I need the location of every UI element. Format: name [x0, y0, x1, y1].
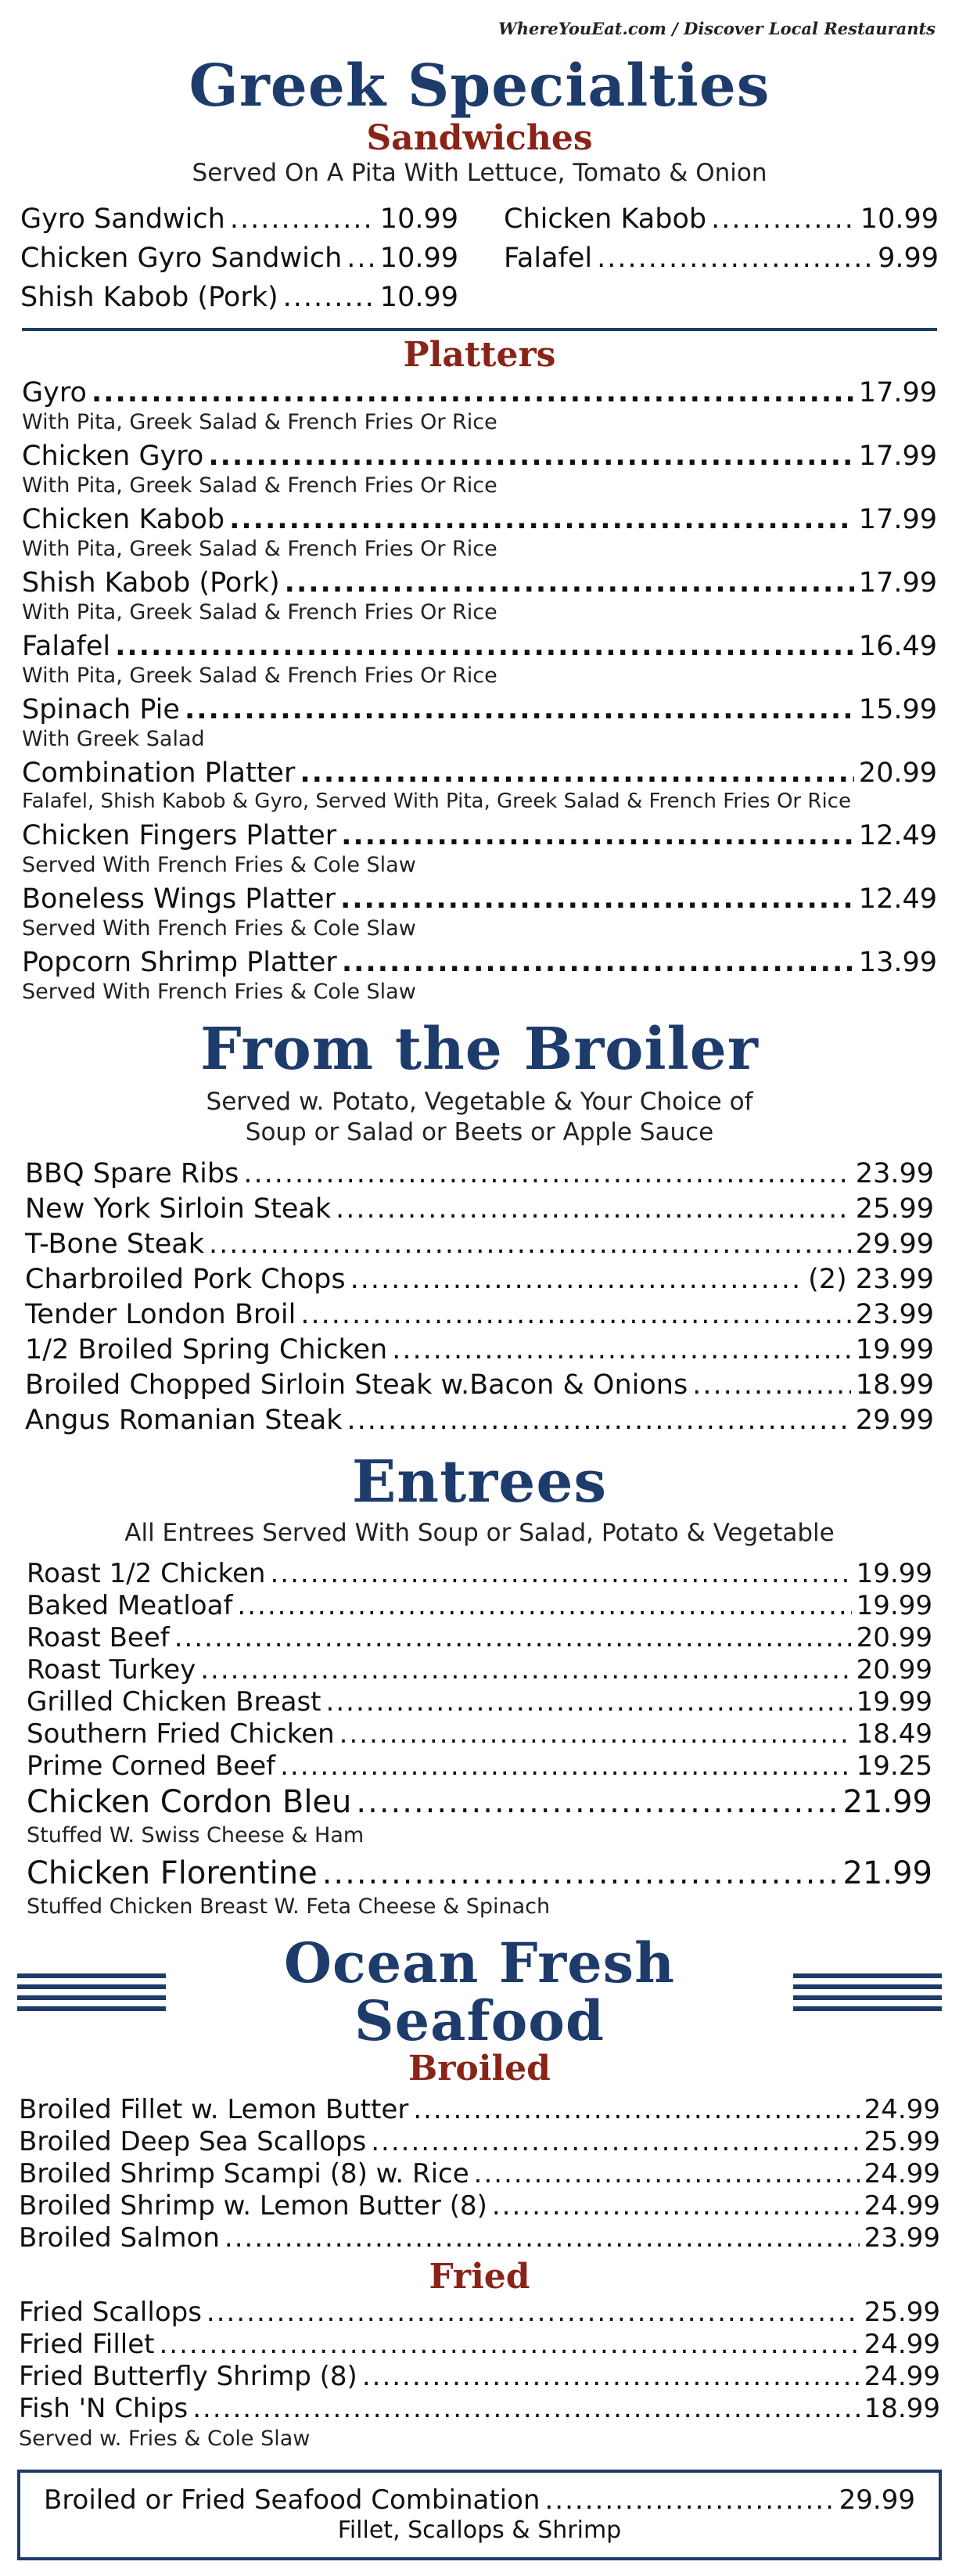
leader-dots — [224, 2222, 860, 2254]
item-name: Chicken Kabob — [504, 203, 707, 236]
item-description: With Pita, Greek Salad & French Fries Or Rice — [22, 664, 497, 688]
leader-dots — [185, 693, 854, 727]
item-description: Served With French Fries & Cole Slaw — [22, 980, 416, 1005]
leader-dots — [339, 1718, 852, 1750]
leader-dots — [230, 200, 375, 239]
leader-dots — [192, 2393, 859, 2425]
item-price: 29.99 — [855, 1405, 934, 1437]
item-name: Fried Butterfly Shrimp (8) — [19, 2361, 357, 2393]
item-price: 23.99 — [855, 1158, 934, 1190]
item-name: Roast Turkey — [27, 1653, 196, 1686]
menu-item — [22, 882, 937, 916]
menu-item — [27, 1558, 932, 1590]
item-price: (2) 23.99 — [808, 1264, 934, 1296]
leader-dots — [285, 566, 854, 600]
item-price: 9.99 — [878, 243, 939, 275]
sandwiches-note: Served On A Pita With Lettuce, Tomato & Onion — [192, 159, 767, 188]
seafood-title: Ocean Fresh Seafood — [284, 1930, 675, 2053]
item-description: Stuffed Chicken Breast W. Feta Cheese & Spinach — [27, 1894, 551, 1919]
combo-box — [17, 2470, 942, 2560]
item-name: T-Bone Steak — [25, 1229, 205, 1261]
item-name: Broiled Deep Sea Scallops — [19, 2125, 367, 2157]
item-price: 10.99 — [379, 282, 458, 314]
seafood-header — [17, 1930, 942, 2053]
leader-dots — [300, 756, 853, 790]
menu-item — [19, 2126, 940, 2158]
leader-dots — [200, 1654, 851, 1686]
broiler-section — [17, 1016, 942, 1438]
leader-dots — [492, 2190, 860, 2222]
fried-list — [17, 2297, 942, 2452]
menu-item — [504, 200, 939, 239]
broiler-note-line2: Soup or Salad or Beets or Apple Sauce — [245, 1117, 714, 1146]
item-price: 10.99 — [379, 243, 458, 275]
item-name: Baked Meatloaf — [27, 1589, 233, 1621]
sandwich-column-left — [20, 200, 458, 317]
leader-dots — [371, 2126, 859, 2158]
item-price: 21.99 — [842, 1783, 932, 1820]
entrees-list — [17, 1558, 942, 1920]
leader-dots — [341, 818, 854, 853]
item-price: 25.99 — [864, 2125, 940, 2157]
leader-dots — [283, 278, 375, 317]
item-price: 25.99 — [864, 2297, 940, 2329]
item-name: Fried Fillet — [19, 2329, 155, 2361]
item-name: Popcorn Shrimp Platter — [22, 947, 337, 979]
platters-list — [17, 376, 942, 1006]
item-name: Tender London Broil — [25, 1299, 296, 1331]
menu-item — [20, 239, 458, 278]
item-price: 19.25 — [856, 1750, 932, 1782]
section-divider — [22, 328, 937, 331]
entrees-title: Entrees — [351, 1448, 608, 1516]
leader-dots — [115, 629, 854, 664]
menu-item — [25, 1192, 934, 1227]
item-price: 17.99 — [858, 503, 937, 535]
menu-item — [22, 439, 937, 473]
item-name: Grilled Chicken Breast — [27, 1686, 321, 1718]
menu-item — [20, 278, 458, 317]
leader-dots — [208, 439, 853, 473]
leader-dots — [342, 945, 854, 980]
fried-title: Fried — [429, 2256, 530, 2297]
menu-item — [27, 1622, 932, 1654]
item-price: 17.99 — [858, 440, 937, 472]
item-price: 12.49 — [858, 819, 937, 851]
item-name: Roast Beef — [27, 1621, 170, 1653]
item-price: 23.99 — [855, 1299, 934, 1331]
leader-dots — [237, 1590, 851, 1622]
seafood-section — [17, 1930, 942, 2560]
watermark: WhereYouEat.com / Discover Local Restaurants — [498, 19, 936, 38]
item-name: Shish Kabob (Pork) — [22, 567, 280, 599]
menu-item — [27, 1750, 932, 1783]
leader-dots — [209, 1227, 851, 1262]
item-price: 24.99 — [864, 2157, 940, 2189]
item-name: Chicken Gyro — [22, 440, 204, 472]
menu-item — [27, 1654, 932, 1686]
greek-section — [17, 0, 942, 1006]
menu-item — [27, 1783, 932, 1822]
menu-item — [22, 756, 937, 790]
item-name: Gyro — [22, 376, 87, 408]
item-name: Falafel — [504, 243, 593, 275]
item-price: 24.99 — [864, 2093, 940, 2125]
menu-item — [25, 1403, 934, 1438]
item-price: 17.99 — [858, 567, 937, 599]
leader-dots — [280, 1750, 852, 1783]
item-name: Broiled Shrimp Scampi (8) w. Rice — [19, 2157, 469, 2189]
item-name: Shish Kabob (Pork) — [20, 282, 278, 314]
menu-item — [20, 200, 458, 239]
item-price: 24.99 — [864, 2329, 940, 2361]
platters-title: Platters — [403, 335, 556, 376]
item-name: 1/2 Broiled Spring Chicken — [25, 1334, 388, 1366]
sandwich-column-right — [504, 200, 939, 317]
item-name: Broiled Chopped Sirloin Steak w.Bacon & Onions — [25, 1369, 688, 1401]
item-name: Falafel — [22, 631, 111, 662]
leader-dots — [413, 2094, 859, 2126]
menu-item — [504, 239, 939, 278]
menu-item — [22, 376, 937, 410]
menu-item — [19, 2329, 940, 2361]
item-price: 18.49 — [856, 1718, 932, 1750]
item-name: Chicken Florentine — [27, 1855, 318, 1891]
leader-dots — [336, 1192, 851, 1227]
menu-item — [27, 1590, 932, 1622]
item-name: New York Sirloin Steak — [25, 1193, 332, 1225]
leader-dots — [92, 376, 854, 410]
item-price: 20.99 — [856, 1653, 932, 1686]
item-price: 29.99 — [839, 2484, 915, 2517]
item-description: With Pita, Greek Salad & French Fries Or Rice — [22, 536, 497, 561]
item-description: With Pita, Greek Salad & French Fries Or Rice — [22, 599, 497, 624]
menu-item — [27, 1686, 932, 1718]
broiler-list — [17, 1157, 942, 1438]
leader-dots — [347, 239, 375, 278]
leader-dots — [692, 1368, 851, 1403]
decorative-stripes-right — [793, 1973, 942, 2011]
item-description: With Pita, Greek Salad & French Fries Or Rice — [22, 473, 497, 498]
item-price: 21.99 — [842, 1855, 932, 1891]
menu-item — [25, 1227, 934, 1262]
item-price: 10.99 — [379, 203, 458, 236]
menu-item — [25, 1297, 934, 1333]
item-name: Combination Platter — [22, 757, 296, 790]
menu-item — [44, 2484, 915, 2517]
menu-item — [27, 1854, 932, 1893]
menu-item — [19, 2393, 940, 2425]
leader-dots — [597, 239, 873, 278]
menu-item — [19, 2297, 940, 2329]
leader-dots — [347, 1403, 850, 1438]
menu-item — [19, 2190, 940, 2222]
item-name: Charbroiled Pork Chops — [25, 1264, 346, 1296]
item-name: Broiled Shrimp w. Lemon Butter (8) — [19, 2189, 487, 2222]
item-price: 16.49 — [858, 631, 937, 662]
broiled-list — [17, 2094, 942, 2254]
item-description: Served With French Fries & Cole Slaw — [22, 852, 416, 877]
item-price: 10.99 — [860, 203, 939, 236]
item-price: 19.99 — [855, 1334, 934, 1366]
leader-dots — [711, 200, 856, 239]
sandwiches-title: Sandwiches — [366, 117, 593, 158]
leader-dots — [207, 2297, 860, 2329]
menu-item — [22, 693, 937, 727]
item-price: 19.99 — [856, 1686, 932, 1718]
item-price: 24.99 — [864, 2189, 940, 2222]
item-price: 17.99 — [858, 376, 937, 408]
item-price: 25.99 — [855, 1193, 934, 1225]
item-description: With Pita, Greek Salad & French Fries Or Rice — [22, 409, 497, 434]
broiled-title: Broiled — [408, 2049, 551, 2089]
greek-title: Greek Specialties — [189, 52, 770, 120]
menu-item — [25, 1262, 934, 1297]
item-name: Fish 'N Chips — [19, 2393, 189, 2425]
item-description: Served With French Fries & Cole Slaw — [22, 916, 416, 941]
leader-dots — [229, 502, 854, 537]
item-name: Chicken Fingers Platter — [22, 819, 337, 851]
item-price: 19.99 — [856, 1557, 932, 1589]
leader-dots — [243, 1157, 850, 1192]
menu-item — [19, 2361, 940, 2393]
item-name: Southern Fried Chicken — [27, 1718, 335, 1750]
item-price: 18.99 — [855, 1369, 934, 1401]
leader-dots — [271, 1558, 852, 1590]
item-price: 12.49 — [858, 883, 937, 916]
item-name: Chicken Cordon Bleu — [27, 1783, 352, 1820]
item-name: Broiled or Fried Seafood Combination — [44, 2484, 541, 2517]
leader-dots — [326, 1686, 852, 1718]
leader-dots — [160, 2329, 860, 2361]
leader-dots — [350, 1262, 804, 1297]
item-description: Served w. Fries & Cole Slaw — [19, 2427, 311, 2452]
sandwich-grid — [17, 200, 942, 317]
broiler-title: From the Broiler — [200, 1016, 759, 1084]
leader-dots — [474, 2158, 860, 2190]
item-name: Prime Corned Beef — [27, 1750, 276, 1782]
item-name: Roast 1/2 Chicken — [27, 1557, 266, 1589]
menu-item — [19, 2222, 940, 2254]
menu-item — [19, 2158, 940, 2190]
menu-item — [25, 1368, 934, 1403]
leader-dots — [356, 1783, 838, 1822]
item-price: 18.99 — [864, 2393, 940, 2425]
item-price: 20.99 — [858, 757, 937, 790]
item-name: Broiled Fillet w. Lemon Butter — [19, 2093, 409, 2125]
item-name: Gyro Sandwich — [20, 203, 225, 236]
menu-item — [22, 629, 937, 664]
leader-dots — [362, 2361, 860, 2393]
menu-item — [19, 2094, 940, 2126]
item-description: Fillet, Scallops & Shrimp — [337, 2517, 622, 2545]
menu-item — [22, 945, 937, 980]
item-price: 19.99 — [856, 1589, 932, 1621]
menu-item — [22, 818, 937, 853]
item-price: 20.99 — [856, 1621, 932, 1653]
leader-dots — [300, 1297, 850, 1333]
leader-dots — [174, 1622, 852, 1654]
menu-item — [22, 502, 937, 537]
leader-dots — [322, 1854, 839, 1893]
item-name: Angus Romanian Steak — [25, 1405, 343, 1437]
item-description: With Greek Salad — [22, 727, 205, 752]
entrees-note: All Entrees Served With Soup or Salad, Potato & Vegetable — [124, 1519, 835, 1548]
item-description: Stuffed W. Swiss Cheese & Ham — [27, 1822, 365, 1847]
decorative-stripes-left — [17, 1973, 166, 2011]
item-name: Broiled Salmon — [19, 2222, 220, 2254]
item-name: Boneless Wings Platter — [22, 883, 336, 916]
item-price: 23.99 — [864, 2222, 940, 2254]
broiler-note-line1: Served w. Potato, Vegetable & Your Choice of — [206, 1087, 753, 1116]
leader-dots — [340, 882, 854, 916]
menu-item — [27, 1718, 932, 1750]
menu-item — [25, 1157, 934, 1192]
item-name: BBQ Spare Ribs — [25, 1158, 239, 1190]
item-name: Chicken Gyro Sandwich — [20, 243, 343, 275]
entrees-section — [17, 1448, 942, 1920]
item-price: 13.99 — [858, 947, 937, 979]
menu-item — [22, 566, 937, 600]
item-name: Chicken Kabob — [22, 503, 225, 535]
item-name: Fried Scallops — [19, 2297, 202, 2329]
leader-dots — [544, 2484, 834, 2517]
menu-item — [25, 1333, 934, 1368]
leader-dots — [392, 1333, 851, 1368]
item-description: Falafel, Shish Kabob & Gyro, Served With Pita, Greek Salad & French Fries Or Rice — [22, 790, 851, 814]
item-price: 24.99 — [864, 2361, 940, 2393]
item-price: 15.99 — [858, 694, 937, 726]
item-name: Spinach Pie — [22, 694, 180, 726]
item-price: 29.99 — [855, 1229, 934, 1261]
